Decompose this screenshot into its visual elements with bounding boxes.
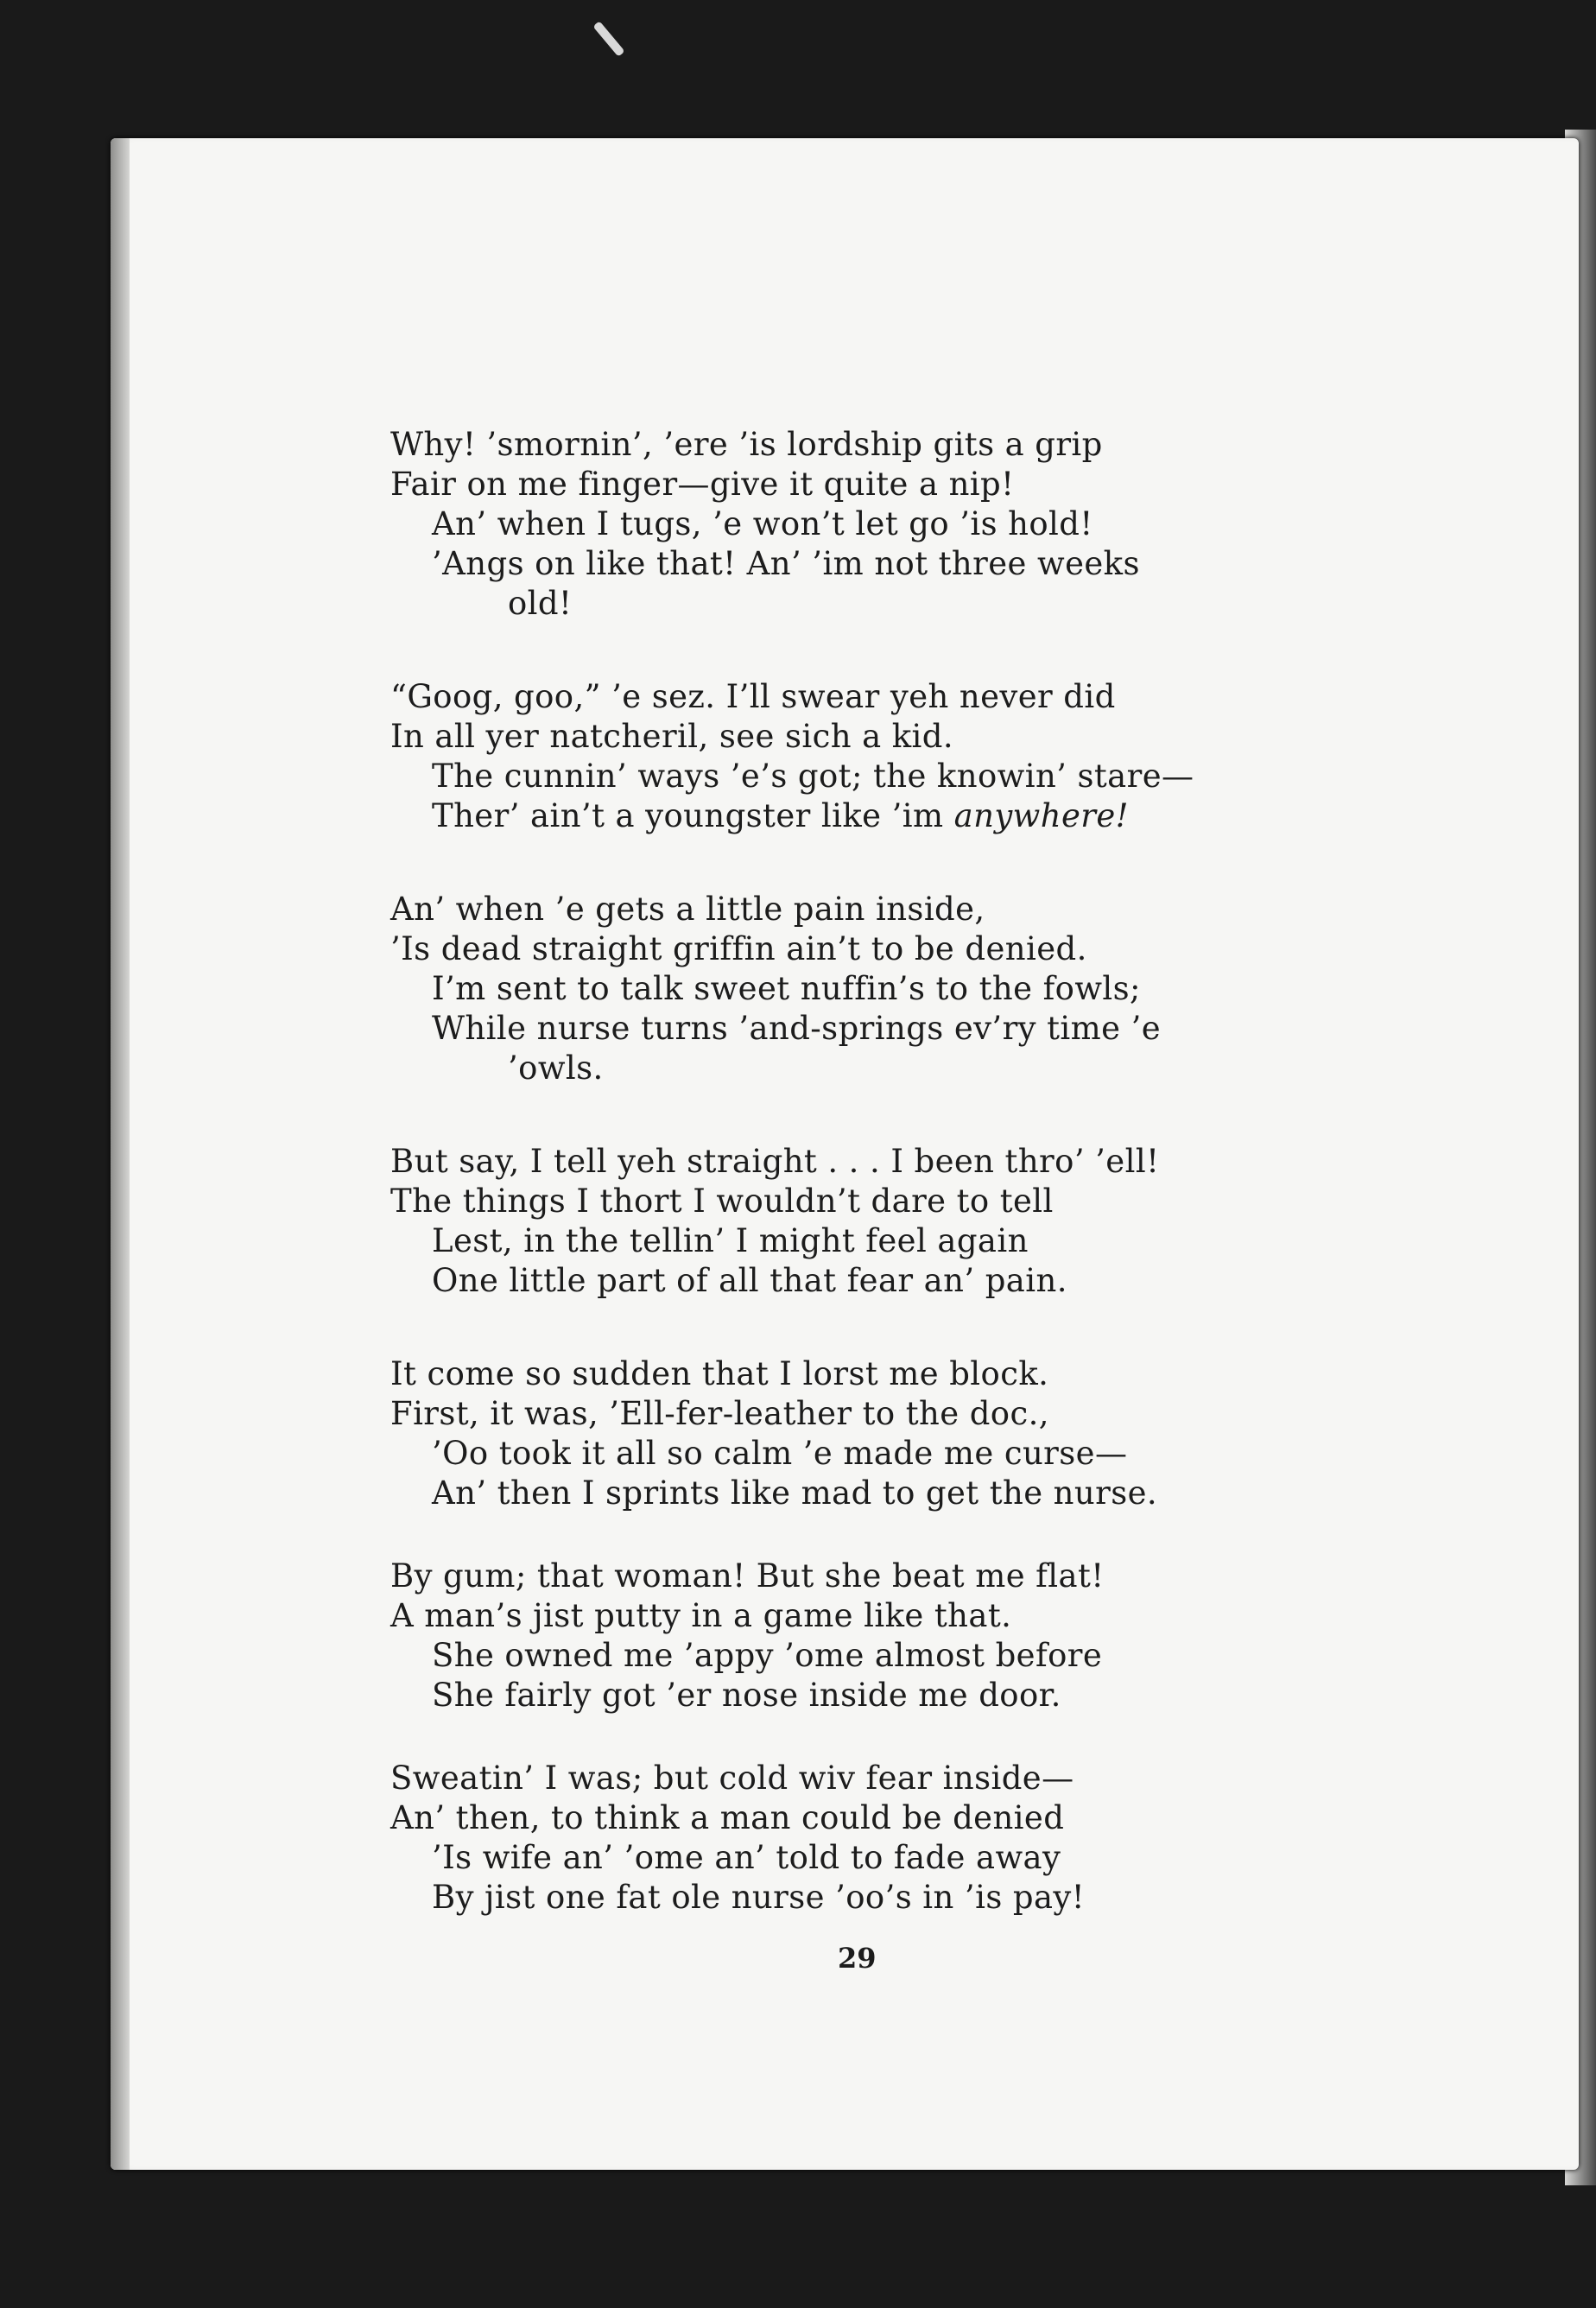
- stanza-2: [390, 677, 1323, 836]
- poem-line: Sweatin’ I was; but cold wiv fear inside—: [390, 1760, 1074, 1797]
- poem-line: “Goog, goo,” ’e sez. I’ll swear yeh never did: [390, 678, 1116, 715]
- poem-line: An’ when ’e gets a little pain inside,: [390, 891, 985, 928]
- poem-text: [390, 425, 1323, 1918]
- poem-line: By gum; that woman! But she beat me flat!: [390, 1557, 1105, 1595]
- stanza-6: [390, 1557, 1323, 1715]
- poem-line: While nurse turns ’and-springs ev’ry time ’e: [432, 1010, 1162, 1047]
- poem-line: I’m sent to talk sweet nuffin’s to the fowls;: [432, 970, 1141, 1007]
- stanza-1: [390, 425, 1323, 624]
- poem-line: An’ then I sprints like mad to get the nurse.: [432, 1474, 1158, 1512]
- poem-line: But say, I tell yeh straight . . . I been thro’ ’ell!: [390, 1143, 1160, 1180]
- poem-line-text: Ther’ ain’t a youngster like ’im: [432, 797, 954, 834]
- poem-line: It come so sudden that I lorst me block.: [390, 1355, 1049, 1392]
- poem-line: ’Is wife an’ ’ome an’ told to fade away: [432, 1839, 1061, 1876]
- poem-emphasis: anywhere!: [953, 797, 1129, 834]
- poem-line: An’ then, to think a man could be denied: [390, 1799, 1065, 1836]
- poem-line: She owned me ’appy ’ome almost before: [432, 1637, 1103, 1674]
- poem-line: By jist one fat ole nurse ’oo’s in ’is pay!: [432, 1879, 1085, 1916]
- poem-line: ’Oo took it all so calm ’e made me curse—: [432, 1435, 1128, 1472]
- poem-line: In all yer natcheril, see sich a kid.: [390, 718, 954, 755]
- stanza-7: [390, 1759, 1323, 1918]
- poem-line: One little part of all that fear an’ pain.: [432, 1262, 1067, 1299]
- page-number: 29: [838, 1942, 877, 1975]
- stanza-3: [390, 890, 1323, 1088]
- dust-speck: [592, 21, 624, 57]
- poem-line: The things I thort I wouldn’t dare to tell: [390, 1183, 1054, 1220]
- poem-line: She fairly got ’er nose inside me door.: [432, 1677, 1061, 1714]
- poem-line: [390, 796, 1323, 836]
- poem-line: First, it was, ’Ell-fer-leather to the doc.,: [390, 1395, 1049, 1432]
- poem-line: Why! ’smornin’, ’ere ’is lordship gits a grip: [390, 426, 1103, 463]
- poem-line: Fair on me finger—give it quite a nip!: [390, 466, 1015, 503]
- poem-line: ’Angs on like that! An’ ’im not three weeks: [432, 545, 1140, 582]
- poem-line: Lest, in the tellin’ I might feel again: [432, 1222, 1029, 1259]
- stanza-4: [390, 1142, 1323, 1301]
- poem-line: ’owls.: [508, 1049, 604, 1087]
- poem-line: A man’s jist putty in a game like that.: [390, 1597, 1012, 1634]
- poem-line: old!: [508, 585, 573, 622]
- poem-line: An’ when I tugs, ’e won’t let go ’is hold!: [432, 505, 1093, 542]
- page-edge: [111, 138, 130, 2170]
- poem-line: The cunnin’ ways ’e’s got; the knowin’ stare—: [432, 758, 1194, 795]
- poem-line: ’Is dead straight griffin ain’t to be denied.: [390, 930, 1087, 967]
- stanza-5: [390, 1354, 1323, 1513]
